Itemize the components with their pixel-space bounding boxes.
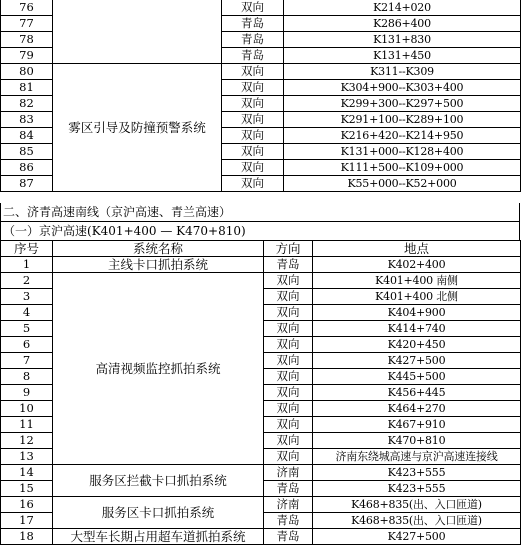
row-number: 81 xyxy=(1,80,53,96)
location-cell: K423+555 xyxy=(313,465,521,481)
location-cell: K456+445 xyxy=(313,385,521,401)
location-cell: K468+835(出、入口匝道) xyxy=(313,497,521,513)
location-cell: K286+400 xyxy=(284,16,521,32)
location-cell: K214+020 xyxy=(284,0,521,16)
direction-cell: 双向 xyxy=(264,337,313,353)
row-number: 13 xyxy=(1,449,53,465)
row-number: 11 xyxy=(1,417,53,433)
table-row xyxy=(1,64,521,80)
section-title-text: 二、济青高速南线（京沪高速、青兰高速） xyxy=(3,205,232,219)
table-row xyxy=(1,529,521,545)
location-cell: K55+000--K52+000 xyxy=(284,176,521,192)
direction-cell: 双向 xyxy=(264,385,313,401)
direction-cell: 青岛 xyxy=(264,257,313,273)
row-number: 9 xyxy=(1,385,53,401)
location-cell: K131+830 xyxy=(284,32,521,48)
direction-cell: 青岛 xyxy=(222,48,284,64)
table-row xyxy=(1,257,521,273)
direction-cell: 双向 xyxy=(222,112,284,128)
location-cell: 济南东绕城高速与京沪高速连接线 xyxy=(313,449,521,465)
location-cell: K131+450 xyxy=(284,48,521,64)
table-row xyxy=(1,273,521,289)
header-direction: 方向 xyxy=(264,241,313,257)
location-cell: K445+500 xyxy=(313,369,521,385)
location-cell: K423+555 xyxy=(313,481,521,497)
location-cell: K427+500 xyxy=(313,529,521,545)
system-name-cell: 服务区拦截卡口抓拍系统 xyxy=(53,465,264,497)
row-number: 10 xyxy=(1,401,53,417)
table-row xyxy=(1,465,521,481)
location-cell: K420+450 xyxy=(313,337,521,353)
row-number: 85 xyxy=(1,144,53,160)
location-cell: K402+400 xyxy=(313,257,521,273)
location-cell: K467+910 xyxy=(313,417,521,433)
row-number: 3 xyxy=(1,289,53,305)
location-cell: K131+000--K128+400 xyxy=(284,144,521,160)
direction-cell: 双向 xyxy=(264,449,313,465)
direction-cell: 双向 xyxy=(264,353,313,369)
row-number: 18 xyxy=(1,529,53,545)
direction-cell: 济南 xyxy=(264,465,313,481)
direction-cell: 双向 xyxy=(222,64,284,80)
location-cell: K464+270 xyxy=(313,401,521,417)
location-cell: K299+300--K297+500 xyxy=(284,96,521,112)
direction-cell: 双向 xyxy=(222,128,284,144)
row-number: 7 xyxy=(1,353,53,369)
row-number: 83 xyxy=(1,112,53,128)
row-number: 8 xyxy=(1,369,53,385)
direction-cell: 双向 xyxy=(264,417,313,433)
direction-cell: 青岛 xyxy=(222,32,284,48)
row-number: 80 xyxy=(1,64,53,80)
row-number: 14 xyxy=(1,465,53,481)
row-number: 15 xyxy=(1,481,53,497)
direction-cell: 双向 xyxy=(222,0,284,16)
row-number: 82 xyxy=(1,96,53,112)
direction-cell: 双向 xyxy=(264,273,313,289)
row-number: 86 xyxy=(1,160,53,176)
location-cell: K401+400 南侧 xyxy=(313,273,521,289)
row-number: 76 xyxy=(1,0,53,16)
system-name-cell: 高清视频监控抓拍系统 xyxy=(53,273,264,465)
direction-cell: 青岛 xyxy=(264,513,313,529)
location-cell: K216+420--K214+950 xyxy=(284,128,521,144)
direction-cell: 青岛 xyxy=(264,529,313,545)
direction-cell: 双向 xyxy=(264,433,313,449)
row-number: 16 xyxy=(1,497,53,513)
direction-cell: 济南 xyxy=(264,497,313,513)
header-system: 系统名称 xyxy=(53,241,264,257)
row-number: 78 xyxy=(1,32,53,48)
location-cell: K414+740 xyxy=(313,321,521,337)
direction-cell: 双向 xyxy=(264,305,313,321)
location-cell: K291+100--K289+100 xyxy=(284,112,521,128)
direction-cell: 双向 xyxy=(222,160,284,176)
table-header-row xyxy=(1,241,521,257)
location-cell: K311--K309 xyxy=(284,64,521,80)
direction-cell: 双向 xyxy=(222,96,284,112)
location-cell: K401+400 北侧 xyxy=(313,289,521,305)
system-name-cell: 大型车长期占用超车道抓拍系统 xyxy=(53,529,264,545)
direction-cell: 双向 xyxy=(264,289,313,305)
row-number: 84 xyxy=(1,128,53,144)
table-row xyxy=(1,497,521,513)
row-number: 2 xyxy=(1,273,53,289)
direction-cell: 双向 xyxy=(222,144,284,160)
row-number: 79 xyxy=(1,48,53,64)
location-cell: K304+900--K303+400 xyxy=(284,80,521,96)
table-row xyxy=(1,0,521,16)
row-number: 87 xyxy=(1,176,53,192)
table-jinghu-expressway xyxy=(0,240,521,545)
header-location: 地点 xyxy=(313,241,521,257)
system-name-cell: 主线卡口抓拍系统 xyxy=(53,257,264,273)
row-number: 5 xyxy=(1,321,53,337)
table-fog-section xyxy=(0,0,521,192)
row-number: 12 xyxy=(1,433,53,449)
system-name-cell xyxy=(53,0,222,64)
row-number: 4 xyxy=(1,305,53,321)
location-cell: K468+835(出、入口匝道) xyxy=(313,513,521,529)
direction-cell: 双向 xyxy=(222,176,284,192)
header-no: 序号 xyxy=(1,241,53,257)
system-name-cell: 雾区引导及防撞预警系统 xyxy=(53,64,222,192)
section-title xyxy=(0,203,520,222)
row-number: 77 xyxy=(1,16,53,32)
direction-cell: 双向 xyxy=(264,369,313,385)
row-number: 1 xyxy=(1,257,53,273)
direction-cell: 青岛 xyxy=(222,16,284,32)
location-cell: K470+810 xyxy=(313,433,521,449)
location-cell: K404+900 xyxy=(313,305,521,321)
system-name-cell: 服务区卡口抓拍系统 xyxy=(53,497,264,529)
subsection-title xyxy=(0,222,520,241)
direction-cell: 青岛 xyxy=(264,481,313,497)
row-number: 17 xyxy=(1,513,53,529)
location-cell: K111+500--K109+000 xyxy=(284,160,521,176)
location-cell: K427+500 xyxy=(313,353,521,369)
direction-cell: 双向 xyxy=(222,80,284,96)
direction-cell: 双向 xyxy=(264,401,313,417)
subsection-number: （一） xyxy=(3,224,40,238)
row-number: 6 xyxy=(1,337,53,353)
subsection-title-text: 京沪高速(K401+400 — K470+810) xyxy=(39,224,246,238)
direction-cell: 双向 xyxy=(264,321,313,337)
